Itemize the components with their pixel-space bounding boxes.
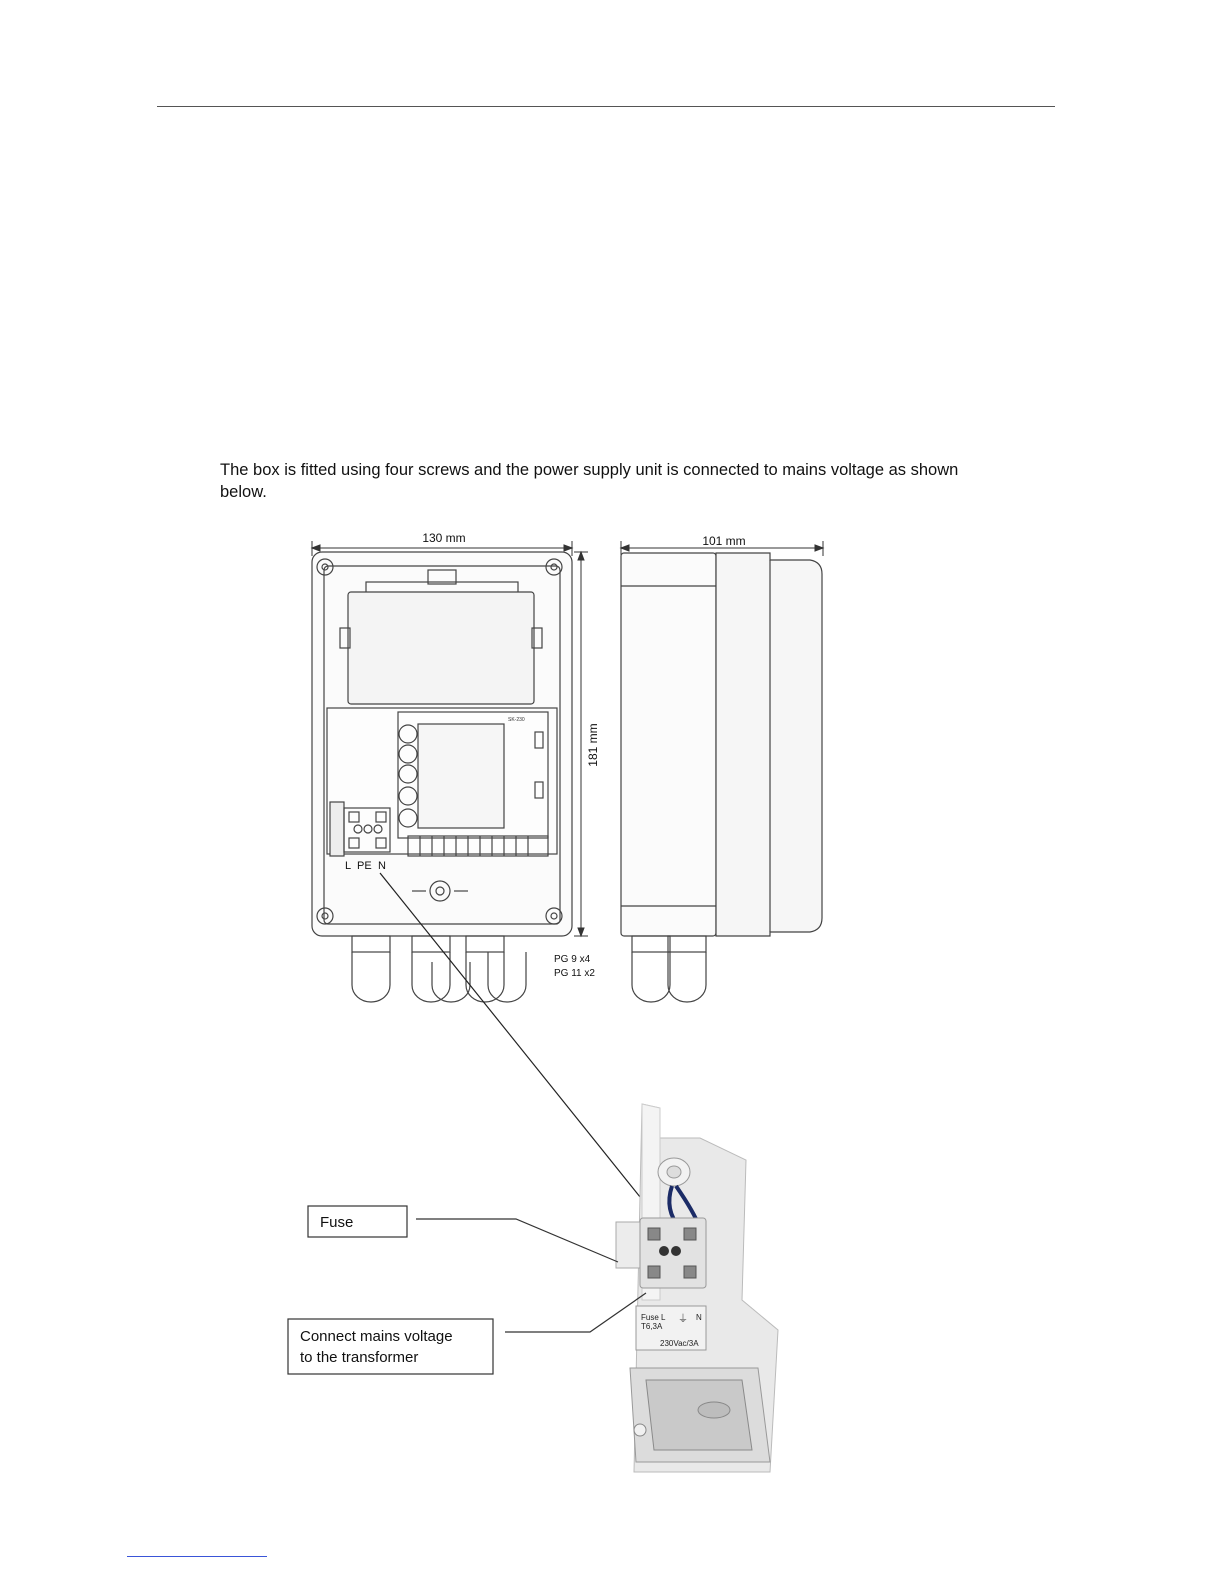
intro-paragraph: The box is fitted using four screws and the power supply unit is connected to mains voltage as shown below. (220, 461, 959, 501)
callout-mains-leader (505, 1293, 646, 1332)
side-view-housing (621, 553, 822, 1002)
dimension-width-front-label: 130 mm (422, 531, 466, 545)
footer-link-rule (127, 1556, 267, 1557)
transformer-label-voltage: 230Vac/3A (660, 1339, 699, 1348)
transformer-label-fuse: Fuse L (641, 1313, 666, 1322)
transformer-label-rating: T6,3A (641, 1322, 663, 1331)
terminal-label-n: N (378, 860, 386, 872)
callout-mains-line2: to the transformer (300, 1349, 419, 1366)
transformer-label-n: N (696, 1313, 702, 1322)
callout-fuse-label: Fuse (320, 1214, 354, 1231)
board-marking: SK-230 (508, 717, 525, 723)
front-view-housing (312, 552, 572, 1002)
dimension-width-side-label: 101 mm (702, 534, 746, 548)
callout-mains-line1: Connect mains voltage (300, 1328, 453, 1345)
gland-spec-line1: PG 9 x4 (554, 954, 591, 965)
gland-spec-line2: PG 11 x2 (554, 968, 595, 979)
transformer-photo (616, 1104, 778, 1472)
terminal-label-l: L (345, 860, 352, 872)
terminal-label-pe: PE (357, 860, 372, 872)
ground-symbol-icon: ⏚ (678, 1314, 688, 1325)
dimension-height-label: 181 mm (586, 723, 600, 767)
callout-fuse-leader (416, 1219, 618, 1262)
